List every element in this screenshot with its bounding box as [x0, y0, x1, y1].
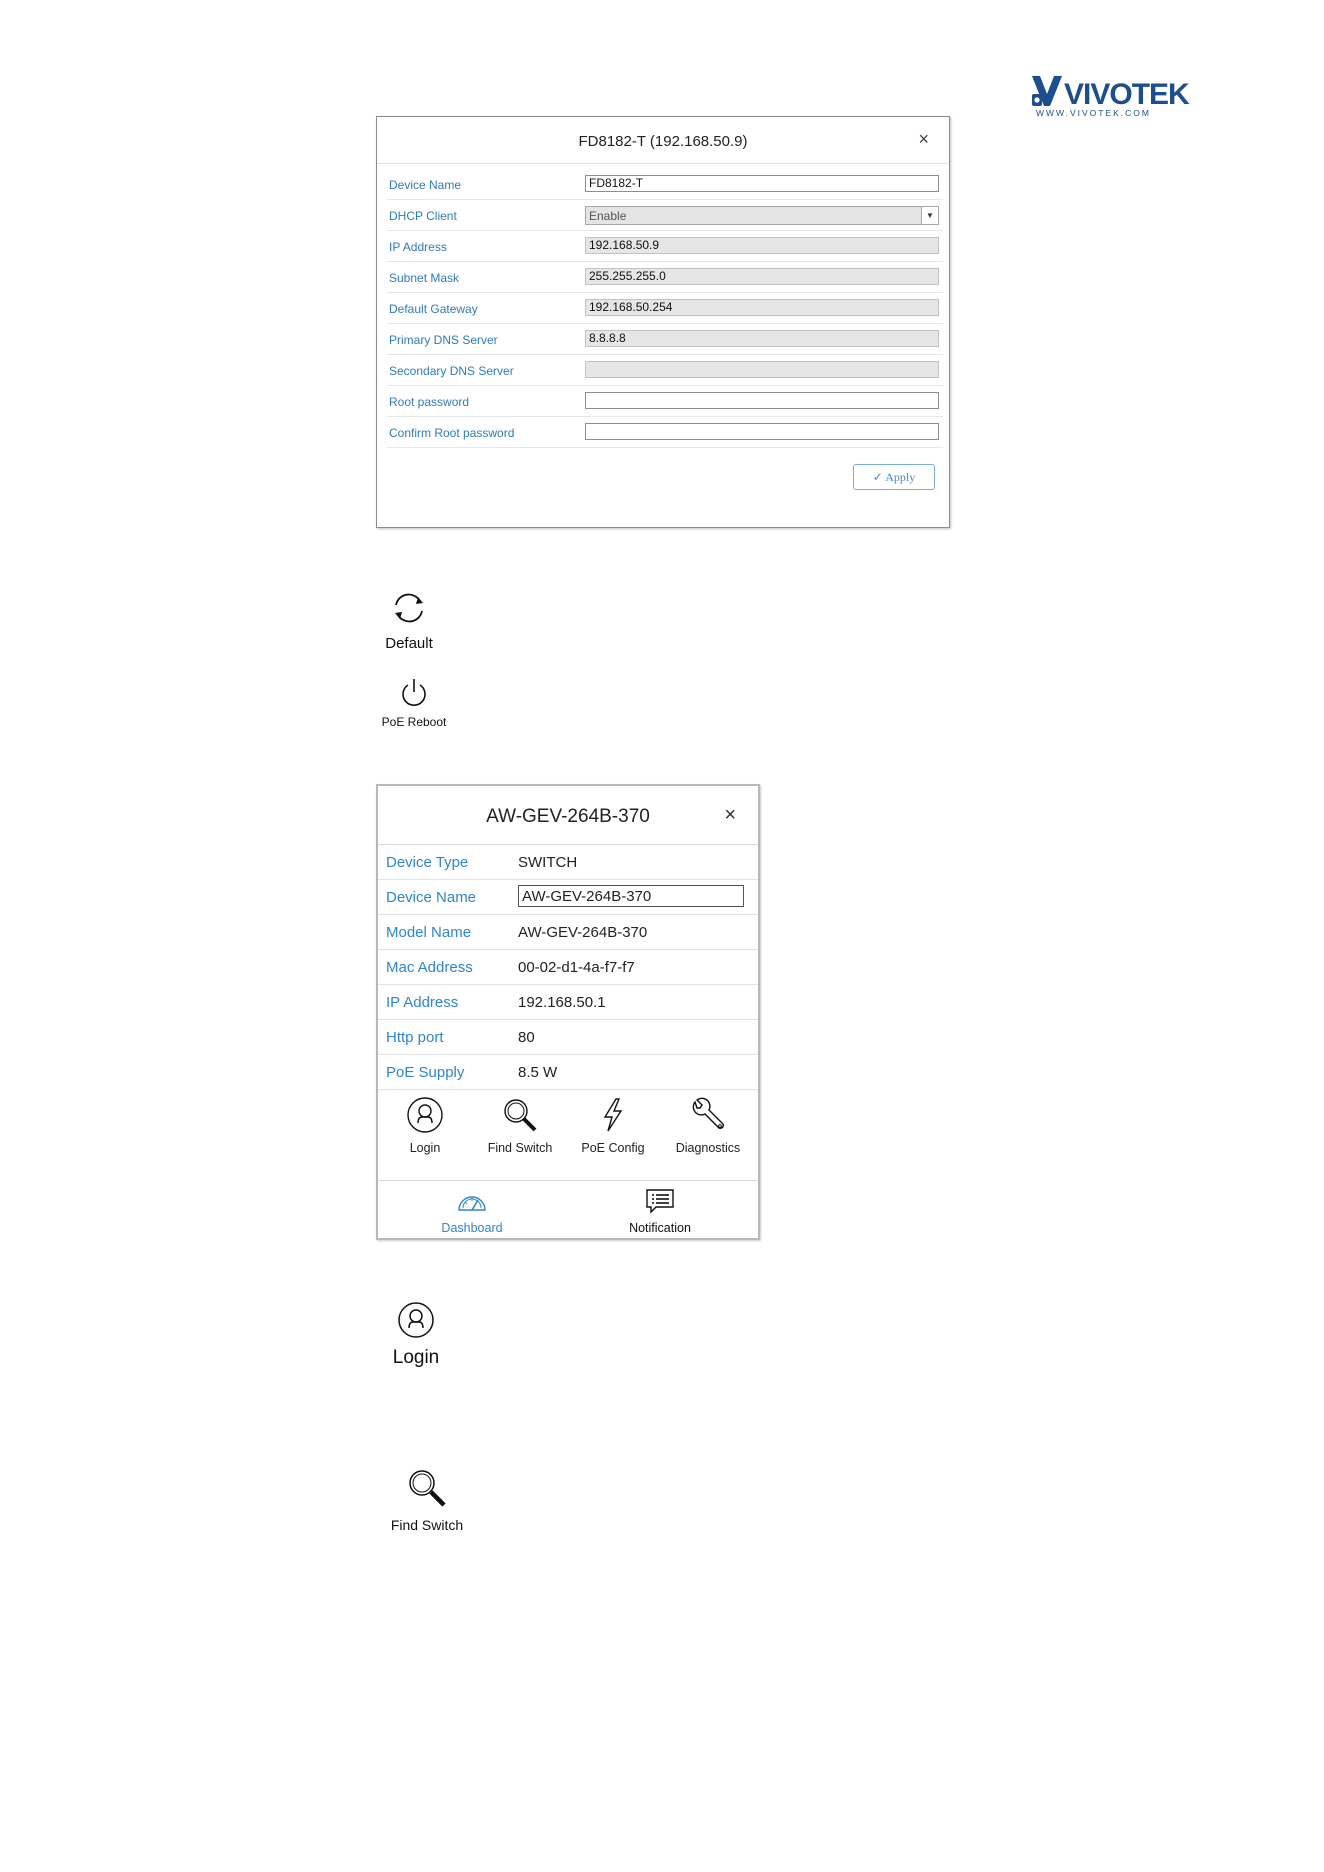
vivotek-mark-icon: [1030, 74, 1064, 108]
close-icon[interactable]: ×: [918, 129, 929, 149]
dialog-title: AW-GEV-264B-370: [486, 806, 650, 827]
power-icon: [398, 676, 430, 708]
field-value: 192.168.50.1: [518, 994, 606, 1011]
row-poe-supply: [378, 1055, 758, 1090]
message-list-icon: [644, 1188, 676, 1214]
row-http-port: [378, 1020, 758, 1055]
field-label: Device Name: [389, 178, 462, 192]
gauge-icon: [456, 1188, 488, 1214]
dialog-title: FD8182-T (192.168.50.9): [578, 133, 748, 150]
dashboard-label: Dashboard: [441, 1221, 503, 1235]
field-label: Model Name: [386, 924, 472, 941]
row-device-name: [387, 169, 943, 200]
refresh-icon: [389, 588, 429, 628]
select-value: Enable: [589, 209, 627, 223]
close-icon[interactable]: ×: [724, 804, 736, 826]
lightning-icon: [594, 1096, 632, 1134]
find-switch-label: Find Switch: [390, 1517, 464, 1533]
field-value: AW-GEV-264B-370: [518, 924, 648, 941]
user-circle-icon: [406, 1096, 444, 1134]
footer-tabs: [378, 1180, 758, 1236]
diagnostics-button[interactable]: [663, 1096, 753, 1155]
field-value: 80: [518, 1029, 535, 1046]
row-device-type: [378, 845, 758, 880]
dialog-titlebar: [377, 117, 949, 164]
primary-dns-field: [585, 330, 939, 347]
default-action[interactable]: [378, 588, 440, 652]
login-label: Login: [409, 1141, 441, 1155]
find-switch-action[interactable]: [384, 1466, 470, 1533]
row-primary-dns: [387, 324, 943, 355]
field-label: IP Address: [389, 240, 447, 254]
row-default-gateway: [387, 293, 943, 324]
field-label: Http port: [386, 1029, 444, 1046]
field-label: Secondary DNS Server: [389, 364, 514, 378]
poe-config-label: PoE Config: [581, 1141, 645, 1155]
row-root-password: [387, 386, 943, 417]
secondary-dns-field: [585, 361, 939, 378]
row-ip-address: [378, 985, 758, 1020]
root-password-input[interactable]: [585, 392, 939, 409]
confirm-root-password-input[interactable]: [585, 423, 939, 440]
device-name-input[interactable]: [518, 885, 744, 907]
switch-info-dialog: [376, 784, 760, 1240]
field-label: Default Gateway: [389, 302, 478, 316]
subnet-mask-field: [585, 268, 939, 285]
field-label: Subnet Mask: [389, 271, 460, 285]
field-label: IP Address: [386, 994, 459, 1011]
row-subnet-mask: [387, 262, 943, 293]
ip-address-field: [585, 237, 939, 254]
tab-notification[interactable]: [600, 1188, 720, 1235]
poe-reboot-action[interactable]: [376, 676, 452, 729]
dialog-titlebar: [378, 786, 758, 845]
camera-settings-dialog: [376, 116, 950, 528]
dropdown-arrow-icon[interactable]: ▼: [921, 207, 938, 224]
field-label: Confirm Root password: [389, 426, 515, 440]
row-secondary-dns: [387, 355, 943, 386]
field-label: PoE Supply: [386, 1064, 465, 1081]
row-ip-address: [387, 231, 943, 262]
login-button[interactable]: [380, 1096, 470, 1155]
find-switch-label: Find Switch: [487, 1141, 553, 1155]
vivotek-logo: [1030, 72, 1189, 122]
login-action[interactable]: [384, 1300, 448, 1369]
row-model-name: [378, 915, 758, 950]
poe-config-button[interactable]: [568, 1096, 658, 1155]
magnifier-icon: [501, 1096, 539, 1134]
field-label: Device Type: [386, 854, 469, 871]
login-label: Login: [392, 1347, 440, 1368]
row-dhcp-client: [387, 200, 943, 231]
wrench-icon: [689, 1096, 727, 1134]
magnifier-icon: [405, 1466, 449, 1510]
field-value: 00-02-d1-4a-f7-f7: [518, 959, 635, 976]
user-circle-icon: [396, 1300, 436, 1340]
field-label: Mac Address: [386, 959, 473, 976]
field-value: 8.5 W: [518, 1064, 558, 1081]
dhcp-client-select[interactable]: [585, 206, 939, 225]
field-value: SWITCH: [518, 854, 578, 871]
apply-button[interactable]: ✓ Apply: [853, 464, 935, 490]
vivotek-url: WWW.VIVOTEK.COM: [1036, 108, 1151, 118]
tab-dashboard[interactable]: [412, 1188, 532, 1235]
poe-reboot-label: PoE Reboot: [381, 715, 447, 729]
device-name-input[interactable]: [585, 175, 939, 192]
row-confirm-root-password: [387, 417, 943, 448]
diagnostics-label: Diagnostics: [675, 1141, 741, 1155]
notification-label: Notification: [629, 1221, 691, 1235]
field-label: Device Name: [386, 889, 477, 906]
action-bar: [378, 1088, 758, 1181]
field-label: DHCP Client: [389, 209, 457, 223]
default-label: Default: [385, 635, 433, 652]
field-label: Primary DNS Server: [389, 333, 498, 347]
row-mac-address: [378, 950, 758, 985]
default-gateway-field: [585, 299, 939, 316]
vivotek-wordmark: VIVOTEK: [1064, 78, 1189, 111]
find-switch-button[interactable]: [475, 1096, 565, 1155]
field-label: Root password: [389, 395, 470, 409]
row-device-name: [378, 880, 758, 915]
